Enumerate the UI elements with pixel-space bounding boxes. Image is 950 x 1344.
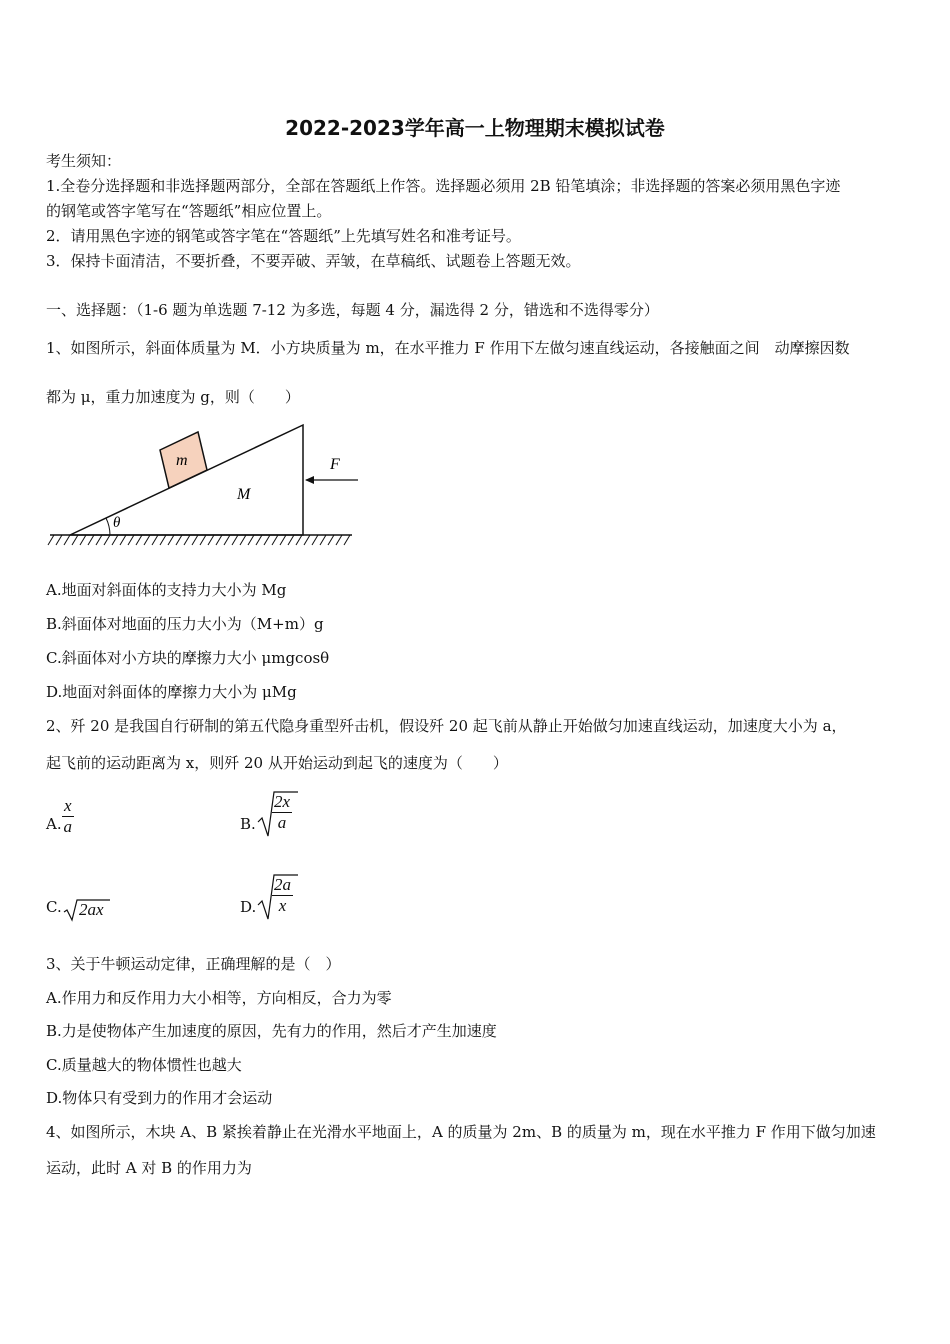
q2-stem-line-2: 起飞前的运动距离为 x，则歼 20 从开始运动到起飞的速度为（ ） — [46, 754, 508, 772]
q2-option-a-fraction — [62, 796, 74, 837]
q2-d-denominator: x — [278, 896, 287, 915]
q3-option-a: A.作用力和反作用力大小相等，方向相反，合力为零 — [46, 989, 392, 1007]
fig-label-m: m — [176, 452, 188, 469]
q2-option-b-fraction — [272, 792, 292, 833]
q2-option-a-label: A. — [46, 815, 62, 833]
q1-option-b: B.斜面体对地面的压力大小为（M+m）g — [46, 615, 324, 633]
q3-option-d: D.物体只有受到力的作用才会运动 — [46, 1089, 273, 1107]
q1-option-d: D.地面对斜面体的摩擦力大小为 μMg — [46, 683, 297, 701]
q2-a-denominator: a — [63, 817, 73, 836]
notice-line-1a: 1.全卷分选择题和非选择题两部分，全部在答题纸上作答。选择题必须用 2B 铅笔填涂；非选择题的答案必须用黑色字迹 — [46, 177, 841, 195]
q2-a-numerator: x — [64, 796, 72, 815]
q2-option-c-label: C. — [46, 898, 62, 916]
q1-option-c: C.斜面体对小方块的摩擦力大小 μmgcosθ — [46, 649, 330, 667]
page-title: 2022-2023学年高一上物理期末模拟试卷 — [285, 116, 665, 140]
q2-b-numerator: 2x — [274, 792, 291, 811]
notice-heading: 考生须知： — [46, 152, 122, 170]
q1-stem-line-1: 1、如图所示，斜面体质量为 M．小方块质量为 m，在水平推力 F 作用下左做匀速直线运动，各接触面之间 动摩擦因数 — [46, 339, 850, 357]
q1-stem-line-2: 都为 μ，重力加速度为 g，则（ ） — [46, 388, 300, 406]
notice-line-3: 3．保持卡面清洁，不要折叠，不要弄破、弄皱，在草稿纸、试题卷上答题无效。 — [46, 252, 581, 270]
fig-label-F: F — [330, 456, 340, 473]
q2-c-expression: 2ax — [79, 900, 104, 919]
section-heading: 一、选择题：（1-6 题为单选题 7-12 为多选，每题 4 分，漏选得 2 分，错选和不选得零分） — [46, 301, 659, 319]
q1-incline-figure — [40, 418, 360, 553]
q2-d-numerator: 2a — [274, 875, 291, 894]
q4-stem-line-1: 4、如图所示，木块 A、B 紧挨着静止在光滑水平地面上，A 的质量为 2m、B 的质量为 m，现在水平推力 F 作用下做匀加速 — [46, 1123, 876, 1141]
notice-line-1b: 的钢笔或答字笔写在“答题纸”相应位置上。 — [46, 202, 332, 220]
q1-option-a: A.地面对斜面体的支持力大小为 Mg — [46, 581, 287, 599]
notice-line-2: 2．请用黑色字迹的钢笔或答字笔在“答题纸”上先填写姓名和准考证号。 — [46, 227, 521, 245]
q2-stem-line-1: 2、歼 20 是我国自行研制的第五代隐身重型歼击机，假设歼 20 起飞前从静止开始做匀加速直线运动，加速度大小为 a， — [46, 717, 847, 735]
q2-option-d-label: D. — [240, 898, 257, 916]
q2-b-denominator: a — [277, 813, 287, 832]
q2-option-d-fraction — [272, 875, 293, 916]
fig-label-theta: θ — [113, 515, 121, 531]
q4-stem-line-2: 运动，此时 A 对 B 的作用力为 — [46, 1159, 252, 1177]
q3-option-c: C.质量越大的物体惯性也越大 — [46, 1056, 242, 1074]
q3-option-b: B.力是使物体产生加速度的原因，先有力的作用，然后才产生加速度 — [46, 1022, 497, 1040]
fig-label-M: M — [237, 486, 251, 503]
q3-stem: 3、关于牛顿运动定律，正确理解的是（ ） — [46, 955, 341, 973]
q2-option-b-label: B. — [240, 815, 256, 833]
